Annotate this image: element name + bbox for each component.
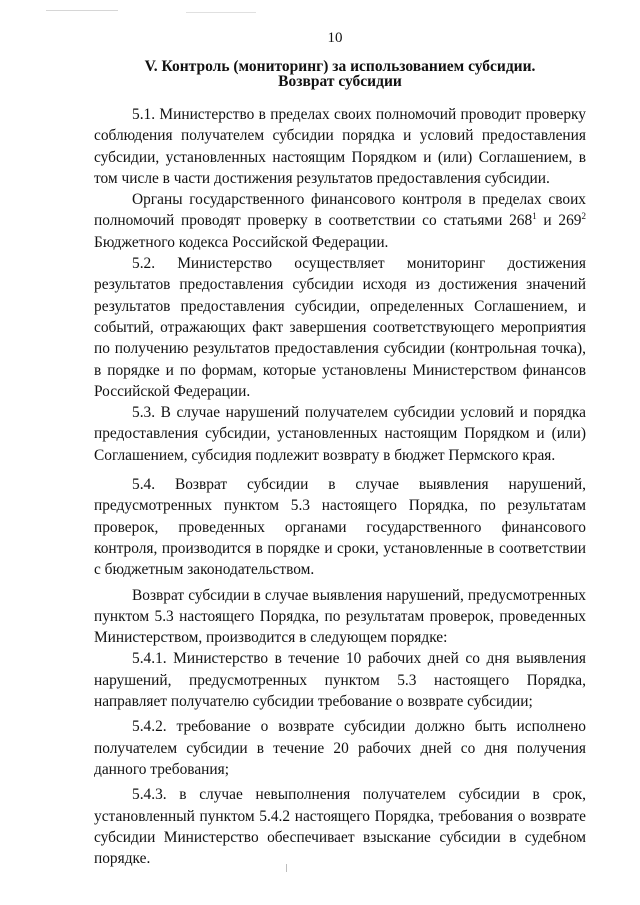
scan-artifact-mark [286, 864, 287, 872]
paragraph-5-4: 5.4. Возврат субсидии в случае выявления нарушений, предусмотренных пунктом 5.3 настоящего Порядка, по результатам проверок, проведенных органами государственного финансового контроля, производится в порядке и сроки, установленные в соответствии с бюджетным законодательством. [94, 476, 586, 579]
paragraph-5-3: 5.3. В случае нарушений получателем субсидии условий и порядка предоставления субсидии, установленных настоящим Порядком и (или) Соглашением, субсидия подлежит возврату в бюджет Пермского края. [94, 404, 586, 464]
paragraph-financial-control [94, 189, 586, 253]
section-heading-line-1: V. Контроль (мониторинг) за использованием субсидии. [144, 58, 536, 75]
page-number: 10 [327, 30, 343, 46]
paragraph-5-2: 5.2. Министерство осуществляет мониторинг достижения результатов предоставления субсидии исходя из достижения значений результатов предоставления субсидии, определенных Соглашением, и событий, отражающих факт завершения соответствующего мероприятия по получению результатов предоставления субсидии (контрольная точка), в порядке и по формам, которые установлены Министерством финансов Российской Федерации. [94, 255, 586, 400]
paragraph-5-4-3: 5.4.3. в случае невыполнения получателем субсидии в срок, установленный пунктом 5.4.2 настоящего Порядка, требования о возврате субсидии Министерство обеспечивает взыскание субсидии в судебном порядке. [94, 786, 586, 868]
document-body [94, 104, 586, 869]
superscript: 2 [581, 211, 586, 222]
section-heading [94, 59, 586, 89]
paragraph-text: Органы государственного финансового контроля в пределах своих полномочий проводят проверку в соответствии со статьями 268 [94, 191, 586, 230]
paragraph-5-4-1: 5.4.1. Министерство в течение 10 рабочих дней со дня выявления нарушений, предусмотренных пунктом 5.3 настоящего Порядка, направляет получателю субсидии требование о возврате субсидии; [94, 650, 586, 711]
superscript: 1 [532, 211, 537, 222]
paragraph-text: Бюджетного кодекса Российской Федерации. [94, 233, 389, 251]
paragraph-5-4-2: 5.4.2. требование о возврате субсидии должно быть исполнено получателем субсидии в течение 20 рабочих дней со дня получения данного требования; [94, 718, 586, 778]
section-heading-line-2: Возврат субсидии [278, 73, 402, 90]
paragraph-text: и 269 [536, 212, 582, 230]
paragraph-5-1: 5.1. Министерство в пределах своих полномочий проводит проверку соблюдения получателем субсидии порядка и условий предоставления субсидии, установленных настоящим Порядком и (или) Соглашением, в том числе в части достижения результатов предоставления субсидии. [94, 106, 586, 187]
scan-artifact-line [186, 12, 256, 13]
scan-artifact-line [46, 10, 118, 11]
paragraph-return-order: Возврат субсидии в случае выявления нарушений, предусмотренных пунктом 5.3 настоящего Порядка, по результатам проверок, проведенных Министерством, производится в следующем порядке: [94, 586, 586, 647]
